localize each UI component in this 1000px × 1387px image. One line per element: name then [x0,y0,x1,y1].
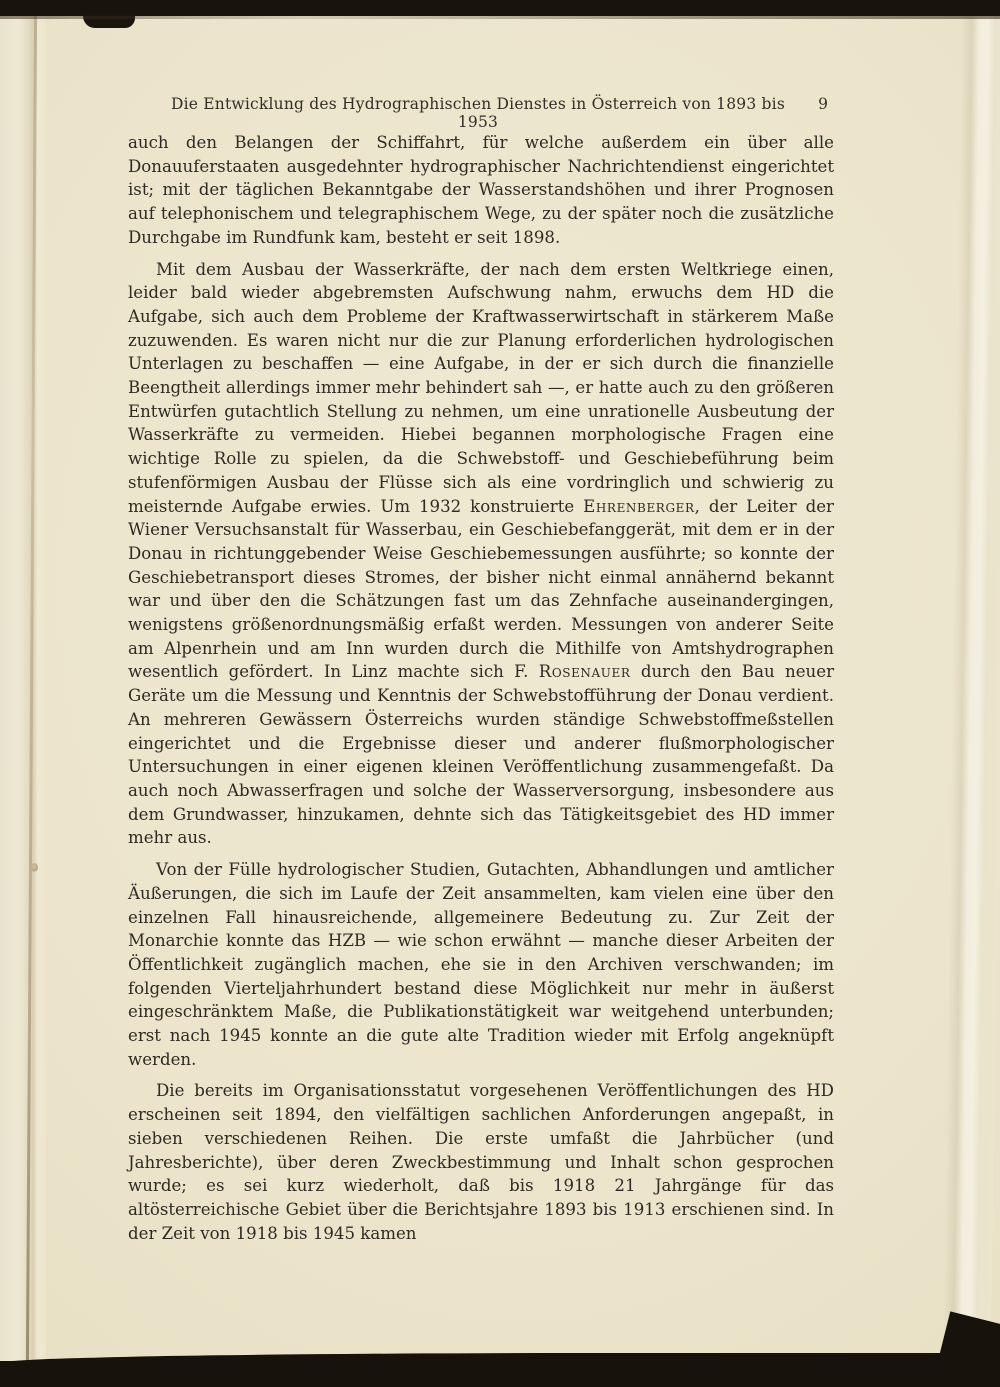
person-name-smallcaps: Rosenauer [538,662,631,682]
book-edge-bottom [0,1361,1000,1387]
person-name-smallcaps: Ehrenberger [583,496,695,516]
text-run: durch den Bau neuer Geräte um die Messung und Kenntnis der Schwebstofführung der Donau verdient. An mehreren Gewässern Österreichs wurden ständige Schwebstoffmeßstellen eingerichtet und die Ergebnisse dieser und anderer flußmorphologischer Untersuchungen in einer eigenen kleinen Veröffentlichung zusammengefaßt. Da auch noch Abwasserfragen und solche der Wasserversorgung, insbesondere aus dem Grundwasser, hinzukamen, dehnte sich das Tätigkeitsgebiet des HD immer mehr aus. [128,662,834,848]
book-edge-top [0,0,1000,16]
paragraph [128,1079,834,1245]
running-header [128,95,834,131]
paragraph [128,131,834,250]
page-number: 9 [818,95,828,113]
text-run: Von der Fülle hydrologischer Studien, Gutachten, Abhandlungen und amtlicher Äußerungen, die sich im Laufe der Zeit ansammelten, kam vielen eine über den einzelnen Fall hinausreichende, allgemeinere Bedeutung zu. Zur Zeit der Monarchie konnte das HZB — wie schon erwähnt — manche dieser Arbeiten der Öffentlichkeit zugänglich machen, ehe sie in den Archiven verschwanden; im folgenden Vierteljahrhundert bestand diese Möglichkeit nur mehr in äußerst eingeschränktem Maße, die Publikationstätigkeit war weitgehend unterbunden; erst nach 1945 konnte an die gute alte Tradition wieder mit Erfolg angeknüpft werden. [128,860,834,1069]
text-run: , der Leiter der Wiener Versuchsanstalt für Wasserbau, ein Geschiebefanggerät, mit dem er in der Donau in richtunggebender Weise Geschiebemessungen ausführte; so konnte der Geschiebetransport dieses Stromes, der bisher nicht einmal annähernd bekannt war und über den die Schätzungen fast um das Zehnfache auseinandergingen, wenigstens größenordnungsmäßig erfaßt werden. Messungen von anderer Seite am Alpenrhein und am Inn wurden durch die Mithilfe von Amtshydrographen wesentlich gefördert. In Linz machte sich F. [128,496,834,682]
body-text [128,131,834,1245]
text-run: auch den Belangen der Schiffahrt, für welche außerdem ein über alle Donauuferstaaten ausgedehnter hydrographischer Nachrichtendienst eingerichtet ist; mit der täglichen Bekanntgabe der Wasserstandshöhen und ihrer Prognosen auf telephonischem und telegraphischem Wege, zu der später noch die zusätzliche Durchgabe im Rundfunk kam, besteht er seit 1898. [128,133,834,247]
paragraph [128,858,834,1071]
running-header-title: Die Entwicklung des Hydrographischen Dienstes in Österreich von 1893 bis 1953 [171,95,785,131]
paragraph [128,258,834,851]
paper-speck [31,863,38,872]
binding-gutter [0,16,46,1369]
text-run: Die bereits im Organisationsstatut vorgesehenen Veröffentlichungen des HD erscheinen seit 1894, den vielfältigen sachlichen Anforderungen angepaßt, in sieben verschiedenen Reihen. Die erste umfaßt die Jahrbücher (und Jahresberichte), über deren Zweckbestimmung und Inhalt schon gesprochen wurde; es sei kurz wiederholt, daß bis 1918 21 Jahrgänge für das altösterreichische Gebiet über die Berichtsjahre 1893 bis 1913 erschienen sind. In der Zeit von 1918 bis 1945 kamen [128,1081,834,1243]
text-run: Mit dem Ausbau der Wasserkräfte, der nach dem ersten Weltkriege einen, leider bald wieder abgebremsten Aufschwung nahm, erwuchs dem HD die Aufgabe, sich auch dem Probleme der Kraftwasserwirtschaft in stärkerem Maße zuzuwenden. Es waren nicht nur die zur Planung erforderlichen hydrologischen Unterlagen zu beschaffen — eine Aufgabe, in der er sich durch die finanzielle Beengtheit allerdings immer mehr behindert sah —, er hatte auch zu den größeren Entwürfen gutachtlich Stellung zu nehmen, um eine unrationelle Ausbeutung der Wasserkräfte zu vermeiden. Hiebei begannen morphologische Fragen eine wichtige Rolle zu spielen, da die Schwebstoff- und Geschiebeführung beim stufenförmigen Ausbau der Flüsse sich als eine vordringlich und schwierig zu meisternde Aufgabe erwies. Um 1932 konstruierte [128,259,834,516]
page-edge-right [943,16,1000,1369]
